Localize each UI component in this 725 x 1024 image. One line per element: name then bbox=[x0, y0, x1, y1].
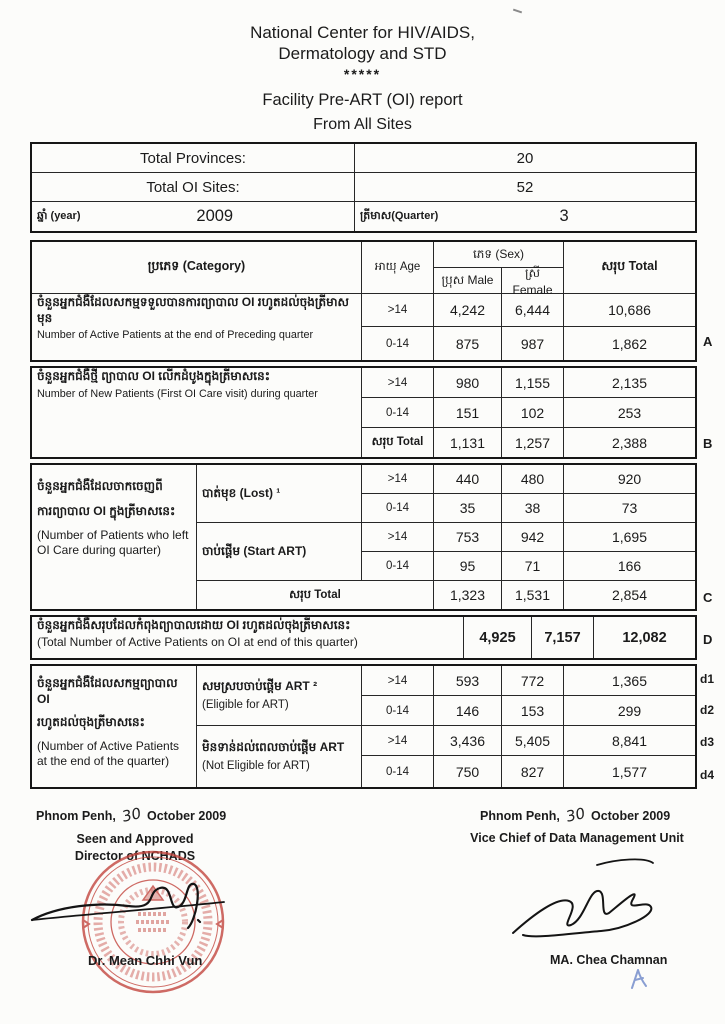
summary-table bbox=[30, 142, 697, 233]
value-cell: 750 bbox=[434, 756, 502, 787]
value-cell: 1,131 bbox=[434, 428, 502, 457]
section-c-label-khmer1: ចំនួនអ្នកជំងឺដែលចាកចេញពី bbox=[37, 479, 163, 493]
section-marker-d4: d4 bbox=[700, 768, 715, 782]
section-d-detail-label bbox=[32, 666, 197, 787]
quarter-value: 3 bbox=[559, 207, 569, 225]
total-column-header: សរុប Total bbox=[564, 242, 695, 294]
age-band: >14 bbox=[362, 294, 434, 327]
value-cell: 593 bbox=[434, 666, 502, 696]
section-marker-d3: d3 bbox=[700, 735, 715, 749]
category-column-header: ប្រភេទ (Category) bbox=[32, 242, 362, 294]
section-d-detail-english: (Number of Active Patients at the end of the quarter) bbox=[37, 738, 180, 768]
value-cell: 827 bbox=[502, 756, 564, 787]
value-cell: 920 bbox=[564, 465, 695, 494]
section-c-block bbox=[30, 463, 697, 611]
left-date-line bbox=[36, 803, 227, 827]
section-marker-d: D bbox=[703, 632, 713, 647]
value-cell: 980 bbox=[434, 368, 502, 398]
value-cell: 7,157 bbox=[532, 617, 594, 658]
value-cell: 1,155 bbox=[502, 368, 564, 398]
age-band: 0-14 bbox=[362, 756, 434, 787]
org-title-line2: Dermatology and STD bbox=[278, 44, 447, 64]
value-cell: 35 bbox=[434, 494, 502, 523]
value-cell: 299 bbox=[564, 696, 695, 726]
value-cell: 38 bbox=[502, 494, 564, 523]
age-band: 0-14 bbox=[362, 494, 434, 523]
value-cell: 2,135 bbox=[564, 368, 695, 398]
value-cell: 1,531 bbox=[502, 581, 564, 609]
value-cell: 753 bbox=[434, 523, 502, 552]
value-cell: 151 bbox=[434, 398, 502, 428]
value-cell: 1,695 bbox=[564, 523, 695, 552]
section-d-label bbox=[32, 617, 464, 658]
total-provinces-label: Total Provinces: bbox=[32, 144, 355, 173]
value-cell: 71 bbox=[502, 552, 564, 581]
value-cell: 942 bbox=[502, 523, 564, 552]
section-c-total-label: សរុប Total bbox=[197, 581, 434, 609]
value-cell: 480 bbox=[502, 465, 564, 494]
value-cell: 146 bbox=[434, 696, 502, 726]
section-c-label-khmer2: ការព្យាបាល OI ក្នុងត្រីមាសនេះ bbox=[37, 503, 176, 518]
value-cell: 772 bbox=[502, 666, 564, 696]
value-cell: 5,405 bbox=[502, 726, 564, 756]
value-cell: 95 bbox=[434, 552, 502, 581]
total-oi-sites-value: 52 bbox=[355, 173, 695, 202]
value-cell: 1,365 bbox=[564, 666, 695, 696]
female-column-header: ស្រី Female bbox=[502, 268, 564, 294]
document-header bbox=[0, 22, 725, 135]
value-cell: 253 bbox=[564, 398, 695, 428]
section-d-detail-khmer1: ចំនួនអ្នកជំងឺដែលសកម្មព្យាបាល OI bbox=[37, 676, 178, 706]
value-cell: 2,388 bbox=[611, 434, 648, 451]
value-cell: 2,854 bbox=[611, 587, 648, 603]
director-signature bbox=[28, 862, 253, 947]
section-b-block bbox=[30, 366, 697, 459]
value-cell: 3,436 bbox=[434, 726, 502, 756]
section-marker-b: B bbox=[703, 436, 713, 451]
scan-artifact-mark bbox=[513, 9, 522, 14]
right-signatory-name: MA. Chea Chamnan bbox=[550, 953, 668, 967]
not-eligible-row-label bbox=[197, 726, 362, 787]
value-cell: 10,686 bbox=[564, 294, 695, 327]
report-scope: From All Sites bbox=[313, 115, 412, 133]
age-band: 0-14 bbox=[362, 696, 434, 726]
right-date: October 2009 bbox=[590, 809, 671, 823]
quarter-label: ត្រីមាស(Quarter) bbox=[360, 209, 439, 222]
year-label: ឆ្នាំ (year) bbox=[37, 209, 81, 222]
director-line: Director of NCHADS bbox=[74, 848, 196, 863]
section-b-label-english: Number of New Patients (First OI Care visit) during quarter bbox=[37, 387, 318, 400]
section-marker-c: C bbox=[703, 590, 713, 605]
section-marker-d2: d2 bbox=[700, 703, 715, 717]
year-cell bbox=[32, 202, 355, 231]
section-d-label-english: (Total Number of Active Patients on OI at end of this quarter) bbox=[37, 634, 358, 649]
value-cell: 1,323 bbox=[434, 581, 502, 609]
value-cell: 987 bbox=[502, 327, 564, 360]
section-a-label bbox=[32, 294, 362, 360]
age-band: >14 bbox=[362, 368, 434, 398]
section-c-label bbox=[32, 465, 197, 609]
year-value: 2009 bbox=[196, 207, 234, 225]
right-signatory-title bbox=[452, 830, 702, 847]
eligible-row-label bbox=[197, 666, 362, 726]
left-place: Phnom Penh, bbox=[36, 809, 116, 823]
report-title: Facility Pre-ART (OI) report bbox=[262, 91, 463, 109]
value-cell: 12,082 bbox=[622, 629, 667, 646]
value-cell: 73 bbox=[564, 494, 695, 523]
not-eligible-label-english: (Not Eligible for ART) bbox=[202, 760, 310, 773]
seen-approved-line: Seen and Approved bbox=[76, 832, 194, 846]
vice-chief-line: Vice Chief of Data Management Unit bbox=[470, 831, 684, 845]
age-band: >14 bbox=[362, 666, 434, 696]
section-a-label-english: Number of Active Patients at the end of Preceding quarter bbox=[37, 329, 314, 342]
value-cell: 1,257 bbox=[502, 428, 564, 457]
left-signatory-name: Dr. Mean Chhi Vun bbox=[88, 953, 203, 968]
age-column-header: អាយុ Age bbox=[362, 242, 434, 294]
section-c-label-english: (Number of Patients who left OI Care during quarter) bbox=[37, 528, 189, 558]
value-cell: 8,841 bbox=[564, 726, 695, 756]
value-cell: 6,444 bbox=[502, 294, 564, 327]
not-eligible-label-khmer: មិនទាន់ដល់ពេលចាប់ផ្តើម ART bbox=[202, 739, 345, 754]
total-provinces-value: 20 bbox=[355, 144, 695, 173]
age-band: >14 bbox=[362, 726, 434, 756]
section-marker-a: A bbox=[703, 334, 713, 349]
age-band: >14 bbox=[362, 523, 434, 552]
section-d-detail-khmer2: រហូតដល់ចុងត្រីមាសនេះ bbox=[37, 715, 145, 730]
section-b-label-khmer: ចំនួនអ្នកជំងឺថ្មី ព្យាបាល OI លើកដំបូងក្នុងត្រីមាសនេះ bbox=[37, 369, 270, 383]
age-band: 0-14 bbox=[362, 327, 434, 360]
eligible-label-english: (Eligible for ART) bbox=[202, 699, 289, 712]
quarter-cell bbox=[355, 202, 695, 231]
left-handwritten-day: 30 bbox=[121, 803, 142, 827]
org-title-line1: National Center for HIV/AIDS, bbox=[250, 23, 475, 42]
male-column-header: ប្រុស Male bbox=[434, 268, 502, 294]
age-band: >14 bbox=[362, 465, 434, 494]
section-b-label bbox=[32, 368, 362, 457]
section-d-detail-block bbox=[30, 664, 697, 789]
eligible-label-khmer: សមស្របចាប់ផ្តើម ART ² bbox=[202, 678, 318, 693]
value-cell: 102 bbox=[502, 398, 564, 428]
vice-chief-signature bbox=[505, 855, 660, 955]
section-d-block bbox=[30, 615, 697, 660]
right-date-line bbox=[480, 803, 671, 827]
section-a-label-khmer: ចំនួនអ្នកជំងឺដែលសកម្មទទួលបានការព្យាបាល OI រហូតដល់ចុងត្រីមាសមុន bbox=[37, 295, 349, 325]
blue-ink-mark bbox=[626, 968, 650, 990]
age-band: 0-14 bbox=[362, 398, 434, 428]
right-handwritten-day: 30 bbox=[565, 803, 586, 827]
value-cell: 4,242 bbox=[434, 294, 502, 327]
section-b-total-label: សរុប Total bbox=[362, 428, 434, 457]
value-cell: 1,862 bbox=[611, 335, 648, 352]
age-band: 0-14 bbox=[362, 552, 434, 581]
left-date: October 2009 bbox=[146, 809, 227, 823]
value-cell: 875 bbox=[434, 327, 502, 360]
value-cell: 440 bbox=[434, 465, 502, 494]
main-table-header-and-section-a bbox=[30, 240, 697, 362]
total-oi-sites-label: Total OI Sites: bbox=[32, 173, 355, 202]
value-cell: 166 bbox=[564, 552, 695, 581]
value-cell: 1,577 bbox=[611, 763, 648, 780]
sex-column-header: ភេទ (Sex) bbox=[434, 242, 564, 268]
right-place: Phnom Penh, bbox=[480, 809, 560, 823]
section-d-label-khmer: ចំនួនអ្នកជំងឺសរុបដែលកំពុងព្យាបាលដោយ OI រហូតដល់ចុងត្រីមាសនេះ bbox=[37, 618, 351, 632]
value-cell: 153 bbox=[502, 696, 564, 726]
divider-stars: ***** bbox=[343, 65, 382, 82]
value-cell: 4,925 bbox=[464, 617, 532, 658]
start-art-row-label: ចាប់ផ្តើម (Start ART) bbox=[197, 523, 362, 581]
lost-row-label: បាត់មុខ (Lost) ¹ bbox=[197, 465, 362, 523]
section-marker-d1: d1 bbox=[700, 672, 715, 686]
